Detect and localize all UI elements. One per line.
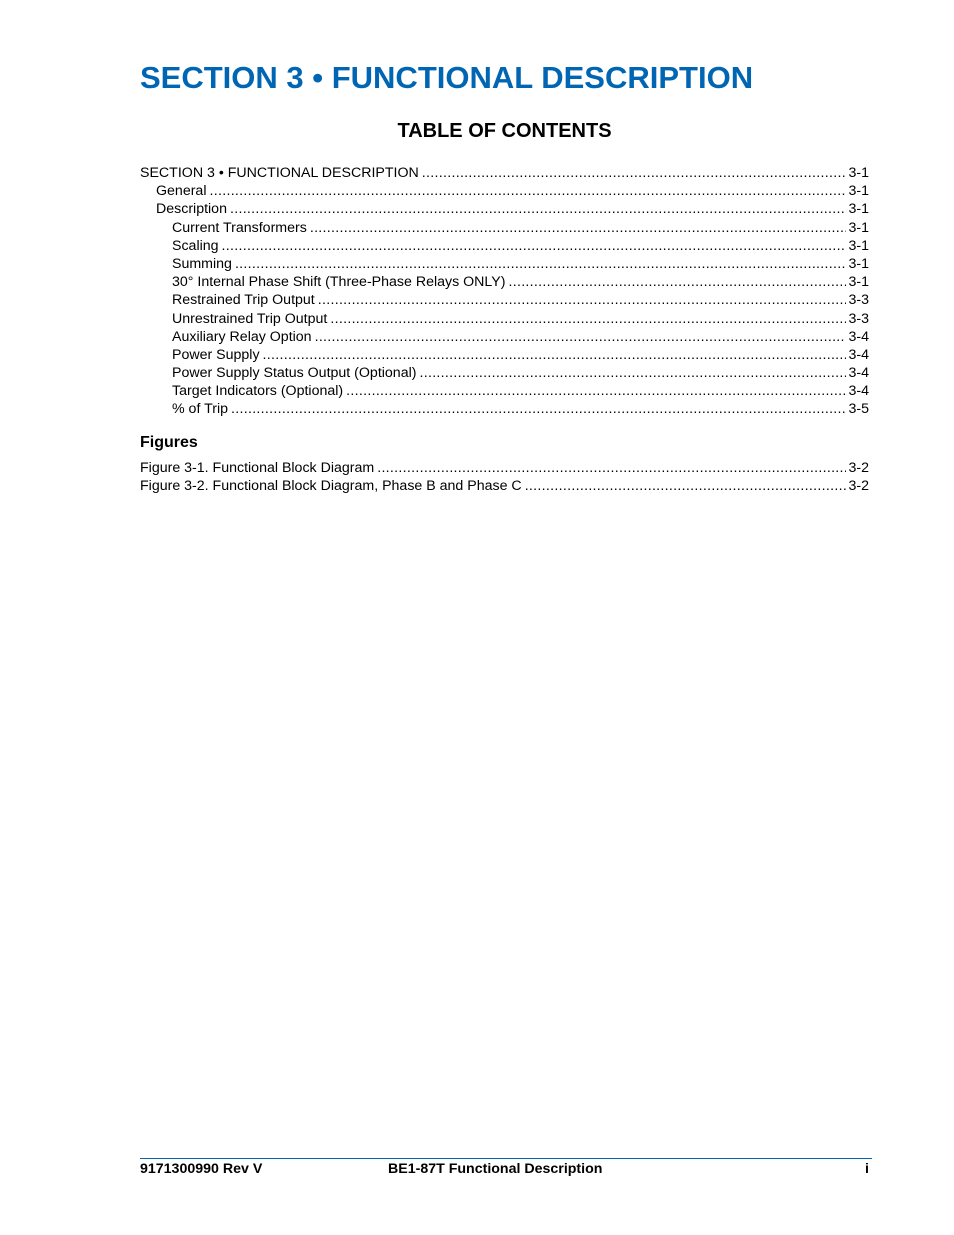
dot-leader: [230, 200, 847, 218]
toc-entry-label: Restrained Trip Output: [172, 292, 315, 309]
toc-entry-page-number: 3-1: [848, 219, 869, 236]
toc-entry-page-number: 3-5: [848, 401, 869, 418]
dot-leader: [235, 255, 847, 273]
dot-leader: [330, 310, 846, 328]
page-footer: [140, 1160, 869, 1178]
toc-entry-page-number: 3-1: [848, 201, 869, 218]
toc-entry-label: Power Supply Status Output (Optional): [172, 365, 417, 382]
toc-entry-label: Target Indicators (Optional): [172, 383, 344, 400]
figure-entry[interactable]: [140, 477, 869, 495]
toc-entry[interactable]: [140, 164, 869, 182]
figure-entry[interactable]: [140, 459, 869, 477]
toc-entry-page-number: 3-1: [848, 183, 869, 200]
toc-entry[interactable]: [140, 328, 869, 346]
dot-leader: [318, 291, 847, 309]
toc-entry[interactable]: [140, 200, 869, 218]
toc-entry[interactable]: [140, 364, 869, 382]
toc-entry-page-number: 3-1: [848, 165, 869, 181]
dot-leader: [422, 164, 847, 182]
figure-entry-label: Figure 3-1. Functional Block Diagram: [140, 460, 375, 476]
toc-entry-label: Unrestrained Trip Output: [172, 310, 328, 327]
toc-entry-label: Power Supply: [172, 346, 260, 363]
dot-leader: [222, 237, 847, 255]
toc-entry-page-number: 3-3: [848, 310, 869, 327]
dot-leader: [525, 477, 847, 495]
dot-leader: [263, 346, 847, 364]
dot-leader: [231, 400, 847, 418]
toc-entry[interactable]: [140, 273, 869, 291]
toc-entry[interactable]: [140, 400, 869, 418]
footer-page-number: i: [865, 1161, 869, 1177]
toc-entry[interactable]: [140, 255, 869, 273]
section-title: SECTION 3 • FUNCTIONAL DESCRIPTION: [140, 60, 754, 95]
toc-entry[interactable]: [140, 346, 869, 364]
toc-entry-label: General: [156, 183, 207, 200]
toc-entry-page-number: 3-4: [848, 346, 869, 363]
toc-entry[interactable]: [140, 382, 869, 400]
toc-entry-page-number: 3-3: [848, 292, 869, 309]
toc-entry-page-number: 3-4: [848, 383, 869, 400]
figure-entry-label: Figure 3-2. Functional Block Diagram, Phase B and Phase C: [140, 478, 522, 495]
toc-entry-label: % of Trip: [172, 401, 228, 418]
toc-entry-page-number: 3-4: [848, 365, 869, 382]
toc-entry-label: Auxiliary Relay Option: [172, 328, 312, 345]
figures-list: [140, 459, 869, 495]
toc-entry-page-number: 3-4: [848, 328, 869, 345]
dot-leader: [315, 328, 847, 346]
toc-entry-label: SECTION 3 • FUNCTIONAL DESCRIPTION: [140, 165, 419, 181]
footer-document-title: BE1-87T Functional Description: [388, 1161, 603, 1177]
dot-leader: [209, 182, 846, 200]
toc-entry-page-number: 3-1: [848, 237, 869, 254]
dot-leader: [310, 219, 847, 237]
table-of-contents: [140, 164, 869, 419]
dot-leader: [508, 273, 846, 291]
toc-entry[interactable]: [140, 182, 869, 200]
toc-entry[interactable]: [140, 219, 869, 237]
figures-heading: Figures: [140, 434, 198, 451]
figure-entry-page-number: 3-2: [848, 478, 869, 495]
dot-leader: [419, 364, 846, 382]
footer-rule: [140, 1158, 872, 1159]
toc-entry-label: Scaling: [172, 237, 219, 254]
toc-entry-page-number: 3-1: [848, 255, 869, 272]
toc-entry[interactable]: [140, 237, 869, 255]
toc-entry-label: Current Transformers: [172, 219, 307, 236]
toc-entry[interactable]: [140, 291, 869, 309]
toc-entry-label: 30° Internal Phase Shift (Three-Phase Relays ONLY): [172, 274, 506, 291]
dot-leader: [346, 382, 846, 400]
dot-leader: [377, 459, 846, 477]
toc-entry[interactable]: [140, 310, 869, 328]
figure-entry-page-number: 3-2: [848, 460, 869, 476]
toc-entry-page-number: 3-1: [848, 274, 869, 291]
toc-heading: TABLE OF CONTENTS: [397, 120, 612, 142]
footer-document-number: 9171300990 Rev V: [140, 1161, 263, 1177]
toc-entry-label: Description: [156, 201, 227, 218]
toc-entry-label: Summing: [172, 255, 232, 272]
